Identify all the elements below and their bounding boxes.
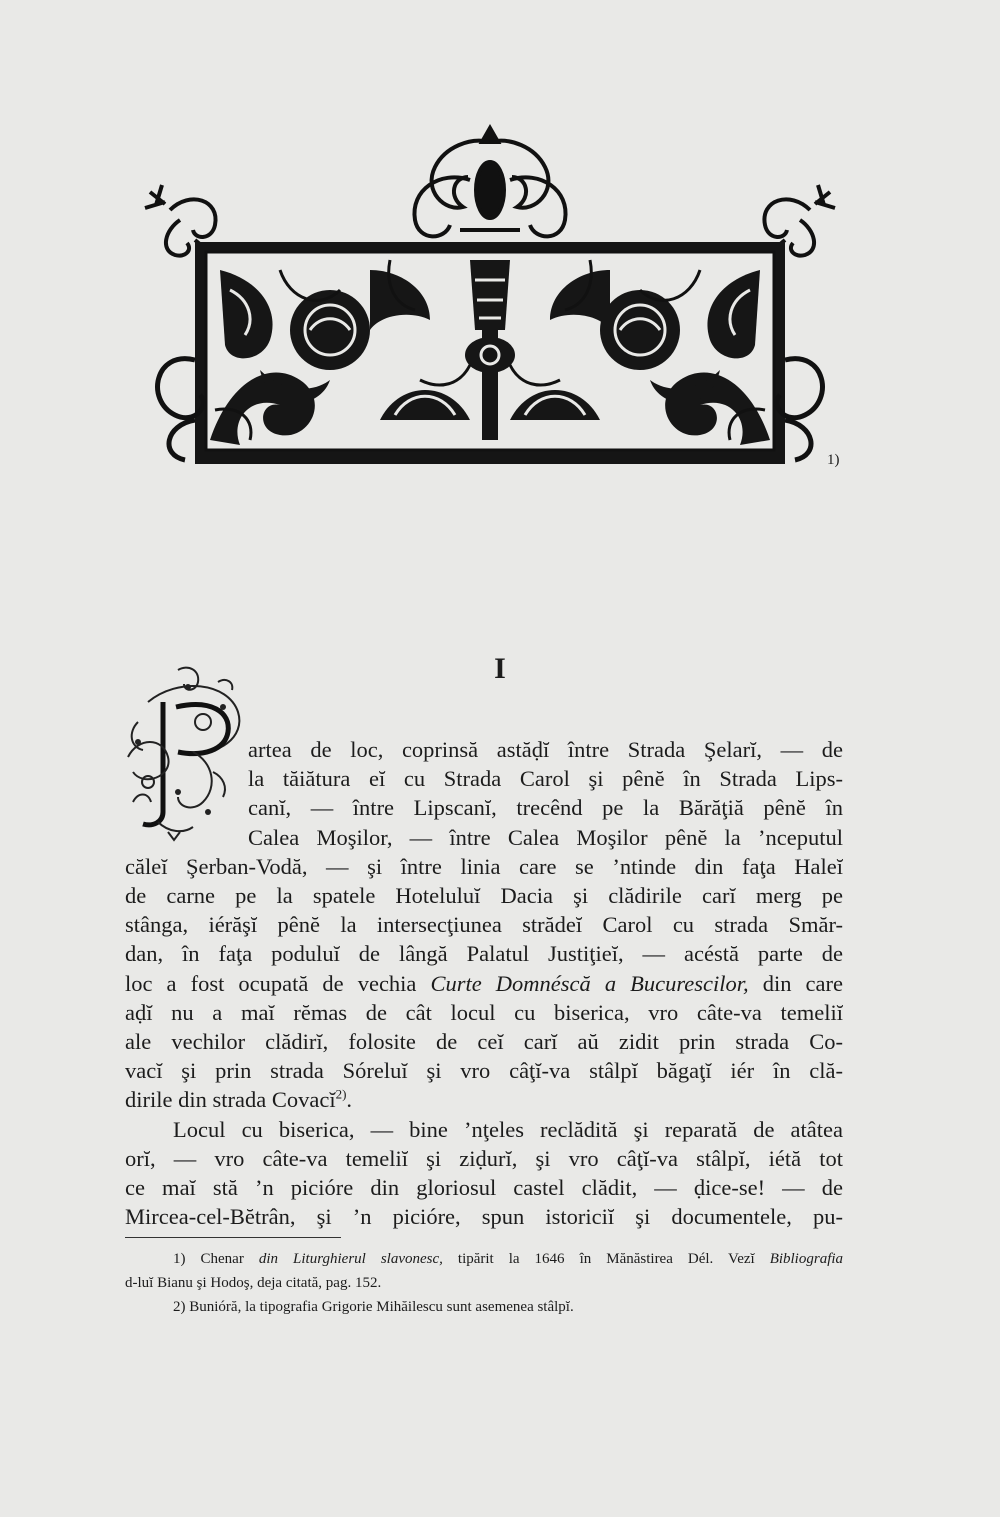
body-text xyxy=(125,735,843,1231)
text-line: aḍĭ nu a maĭ rĕmas de cât locul cu biserica, vro câte-va temeliĭ xyxy=(125,999,843,1025)
italic-title: din Liturghierul slavonesc, xyxy=(258,1251,443,1267)
text-segment: Bunióră, la tipografia Grigorie Mihăilescu sunt asemenea stâlpĭ. xyxy=(189,1299,574,1315)
text-segment: loc a fost ocupată de vechia xyxy=(125,970,431,996)
text-line: Calea Moşilor, — între Calea Moşilor pênĕ la ’nceputul xyxy=(248,824,843,850)
italic-title: Bibliografia xyxy=(769,1251,844,1267)
italic-title: Curte Domnéscă a Bucurescilor, xyxy=(430,970,749,996)
text-line xyxy=(125,969,843,998)
footnote-1-continuation: d-luĭ Bianu şi Hodoş, deja citată, pag. 152. xyxy=(125,1275,382,1291)
text-line: Mircea-cel-Bĕtrân, şi ’n picióre, spun istoriciĭ şi documentele, pu- xyxy=(125,1204,843,1230)
text-segment: . xyxy=(346,1087,353,1113)
text-line: Locul cu biserica, — bine ’nţeles reclădită şi reparată de atâtea xyxy=(173,1116,843,1142)
headpiece-footnote-marker: 1) xyxy=(827,452,840,468)
footnote-2 xyxy=(125,1295,843,1319)
text-line: ale vechilor clădirĭ, folosite de ceĭ carĭ aŭ zidit prin strada Co- xyxy=(125,1029,843,1055)
footnote-1 xyxy=(125,1247,843,1271)
text-segment: din care xyxy=(748,970,843,996)
footnote-marker: 2) xyxy=(173,1299,186,1315)
footnote-reference: 2) xyxy=(335,1086,347,1102)
footnotes xyxy=(125,1247,843,1319)
text-line: dan, în faţa poduluĭ de lângă Palatul Justiţieĭ, — acéstă parte de xyxy=(125,941,843,967)
text-line: de carne pe la spatele Hoteluluĭ Dacia şi clădirile carĭ merg pe xyxy=(125,883,843,909)
text-line: vacĭ şi prin strada Sóreluĭ şi vro câţĭ-va stâlpĭ băgaţĭ iér în clă- xyxy=(125,1058,843,1084)
text-line xyxy=(125,1085,843,1114)
text-segment: tipărit la 1646 în Mănăstirea Dél. Vezĭ xyxy=(457,1251,755,1267)
ornamental-headpiece xyxy=(140,120,840,470)
chapter-heading: I xyxy=(494,652,506,685)
text-segment: dirile din strada Covacĭ xyxy=(125,1087,336,1113)
text-line: stânga, iérăşĭ pênĕ la intersecţiunea strădeĭ Carol cu strada Smăr- xyxy=(125,912,843,938)
text-line: ce maĭ stă ’n picióre din gloriosul castel clădit, — ḍice-se! — de xyxy=(125,1175,843,1201)
footnote-marker: 1) xyxy=(173,1251,186,1267)
text-segment: Chenar xyxy=(200,1251,244,1267)
text-line: orĭ, — vro câte-va temeliĭ şi ziḍurĭ, şi vro câţĭ-va stâlpĭ, iétă tot xyxy=(125,1145,843,1171)
text-line: artea de loc, coprinsă astăḍĭ între Strada Şelarĭ, — de xyxy=(248,737,843,762)
headpiece-ornament-icon xyxy=(140,120,840,470)
text-line: la tăiătura eĭ cu Strada Carol şi pênĕ în Strada Lips- xyxy=(248,766,843,792)
text-line: canĭ, — între Lipscanĭ, trecênd pe la Bărăţiă pênĕ în xyxy=(248,795,843,821)
text-line: căleĭ Şerban-Vodă, — şi între linia care se ’ntinde din faţa Haleĭ xyxy=(125,853,843,879)
footnote-separator xyxy=(125,1237,341,1238)
